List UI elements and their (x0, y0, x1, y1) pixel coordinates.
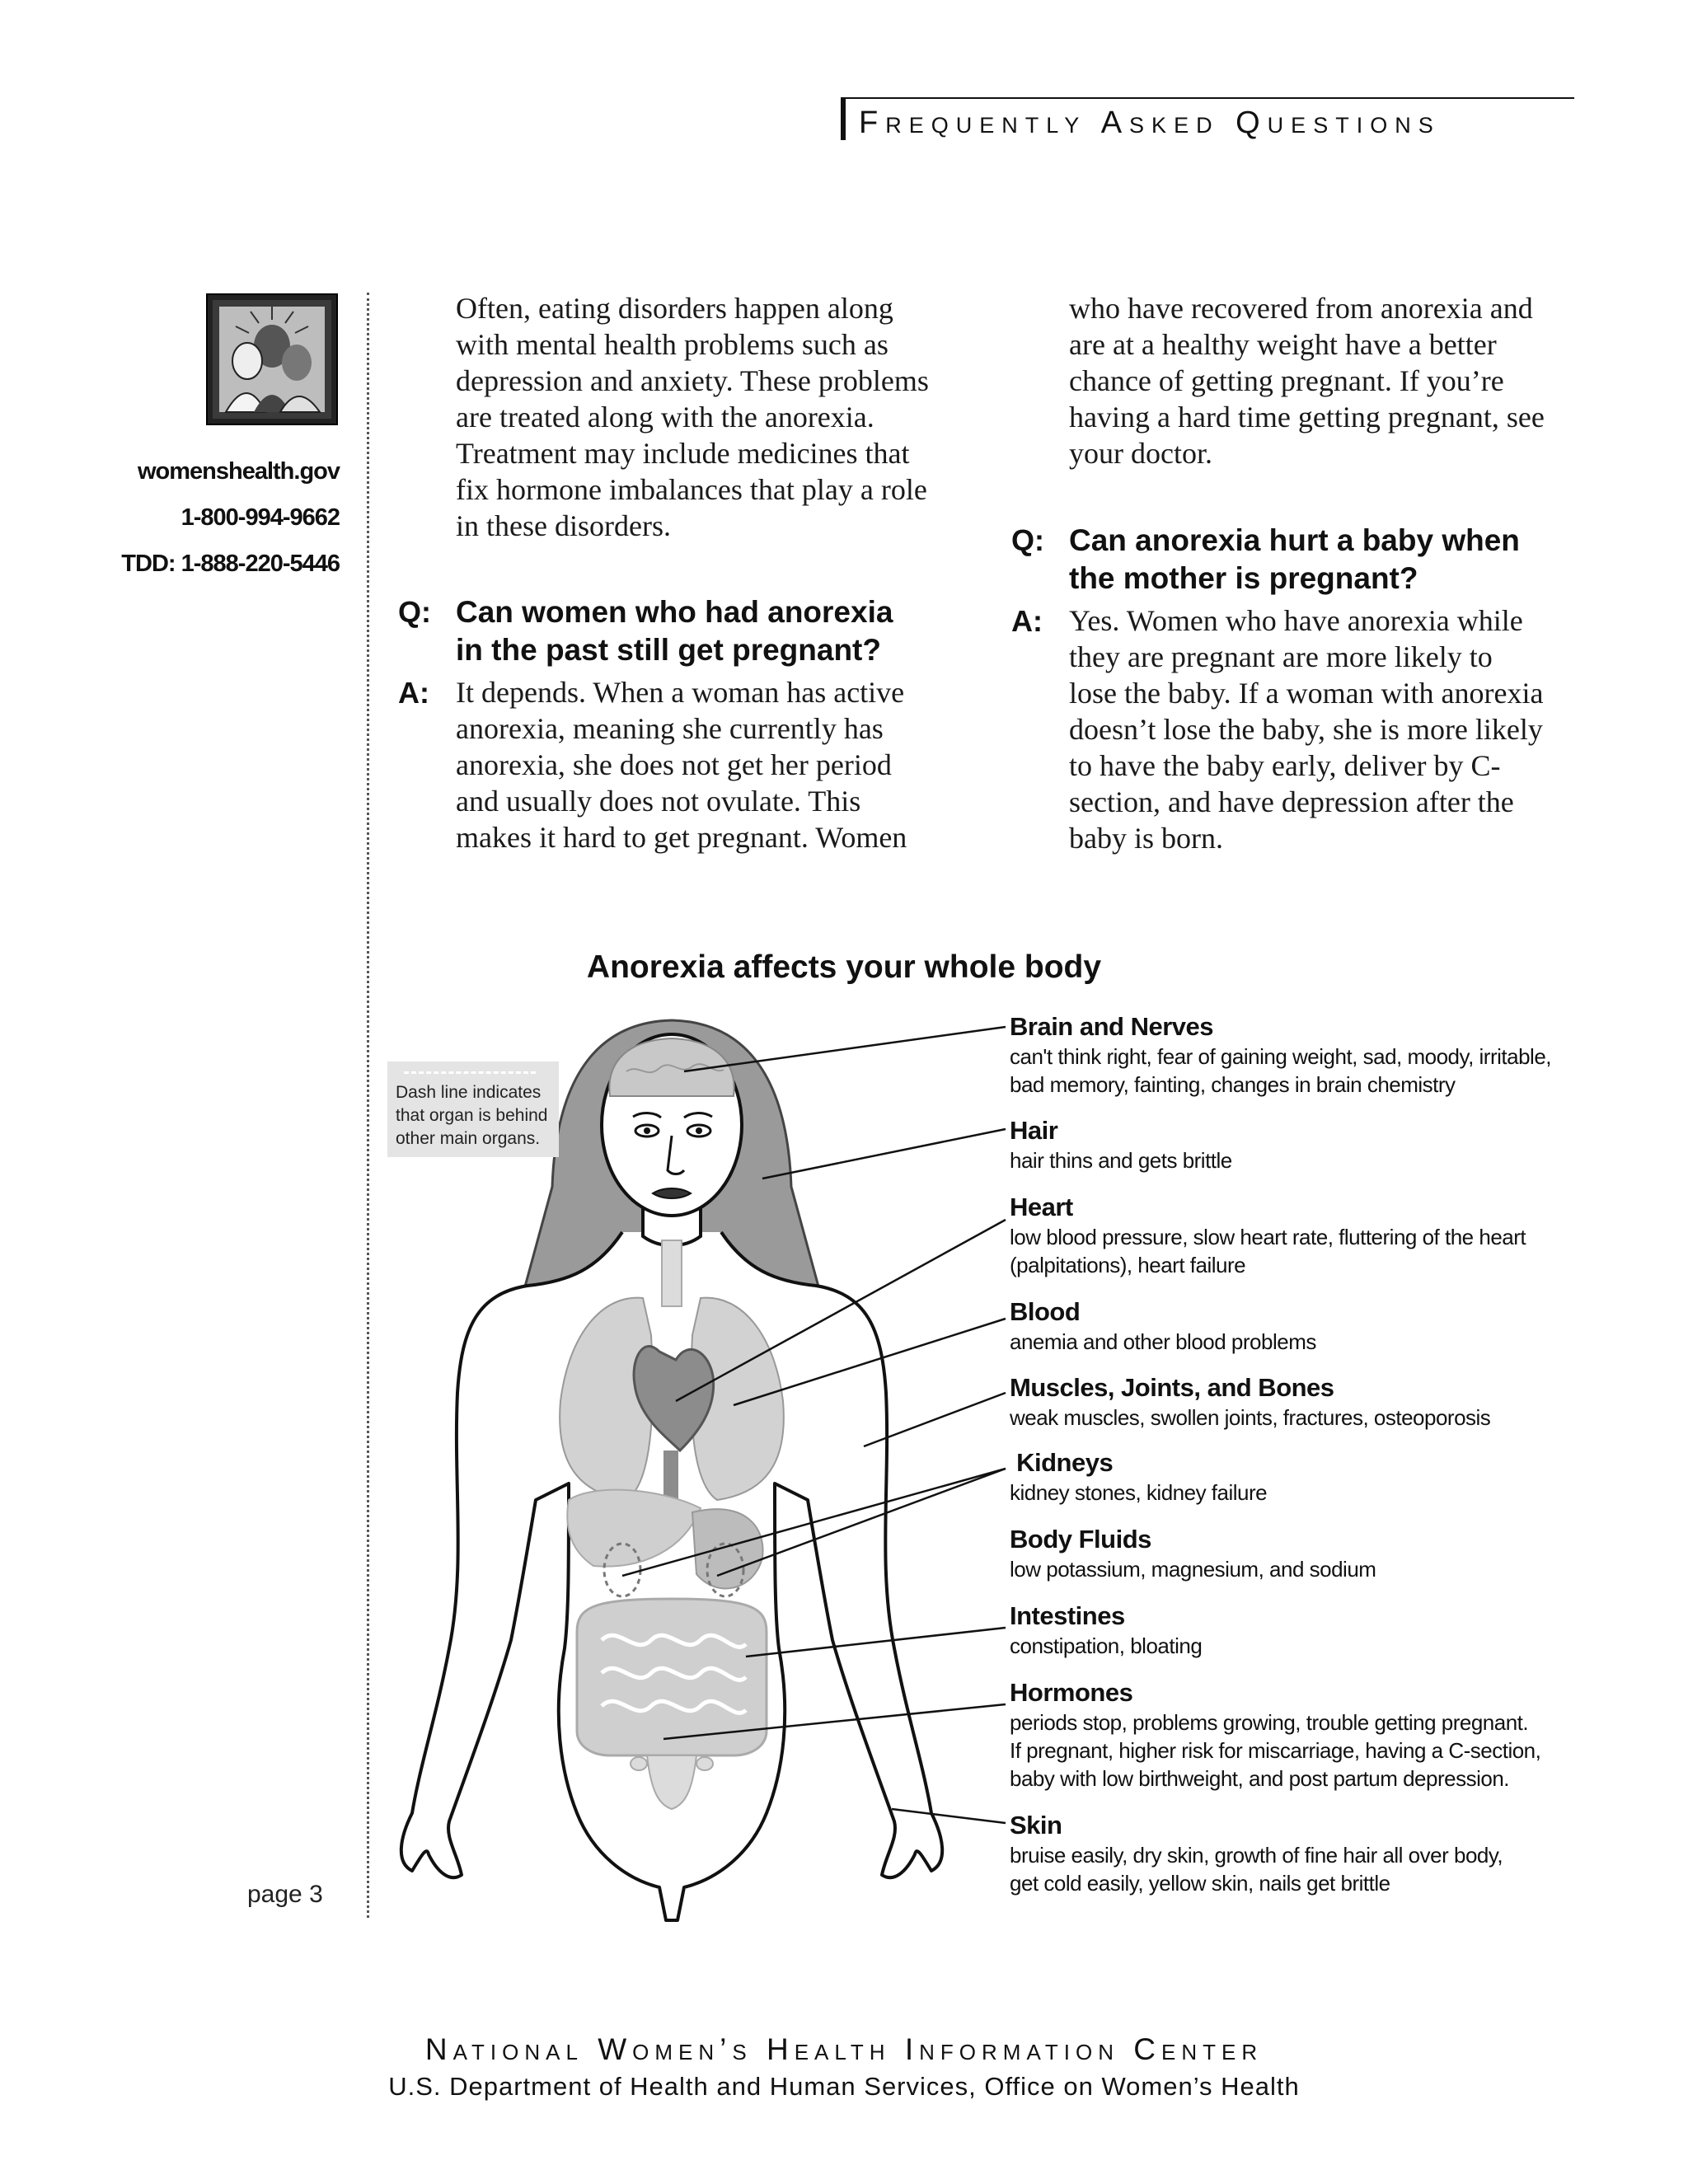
label-intestines (1010, 1601, 1669, 1660)
question-line: in the past still get pregnant? (456, 633, 881, 667)
label-hormones (1010, 1677, 1669, 1793)
leader-hair (762, 1129, 1006, 1179)
label-skin (1010, 1810, 1669, 1897)
website-link[interactable]: womenshealth.gov (137, 458, 340, 485)
phone-number[interactable]: 1-800-994-9662 (181, 504, 340, 531)
text-line: are treated along with the anorexia. (456, 401, 874, 434)
text-line: anorexia, she does not get her period (456, 748, 892, 781)
question-marker: Q: (398, 595, 431, 629)
figure-title: Anorexia affects your whole body (586, 949, 1102, 985)
text-line: to have the baby early, deliver by C- (1069, 749, 1501, 782)
page-header-title: Frequently Asked Questions (859, 105, 1441, 140)
answer-marker: A: (398, 676, 429, 710)
label-blood (1010, 1296, 1669, 1356)
label-brain-nerves (1010, 1011, 1669, 1099)
label-title: Muscles, Joints, and Bones (1010, 1373, 1334, 1402)
label-title: Blood (1010, 1297, 1081, 1326)
answer-marker: A: (1011, 604, 1043, 638)
label-title: Hormones (1010, 1678, 1133, 1707)
text-line: depression and anxiety. These problems (456, 364, 929, 397)
trachea-shape (662, 1240, 682, 1306)
text-line: section, and have depression after the (1069, 785, 1514, 818)
label-description: weak muscles, swollen joints, fractures, osteoporosis (1010, 1405, 1491, 1430)
label-description: can't think right, fear of gaining weight, sad, moody, irritable, bad memory, fainting, changes in brain chemistry (1010, 1044, 1552, 1097)
text-line: lose the baby. If a woman with anorexia (1069, 677, 1544, 710)
label-title: Skin (1010, 1811, 1062, 1840)
tdd-number[interactable]: TDD: 1-888-220-5446 (121, 551, 340, 577)
legend-dash-line (404, 1071, 536, 1074)
text-line: It depends. When a woman has active (456, 676, 905, 709)
text-line: anorexia, meaning she currently has (456, 712, 884, 745)
text-line: makes it hard to get pregnant. Women (456, 821, 907, 854)
question-line: Can women who had anorexia (456, 595, 893, 629)
label-description: low potassium, magnesium, and sodium (1010, 1557, 1376, 1582)
text-line: Treatment may include medicines that (456, 437, 910, 470)
label-description: periods stop, problems growing, trouble getting pregnant. If pregnant, higher risk for miscarriage, having a C-section, baby with low birthweight, and post partum depression. (1010, 1710, 1541, 1791)
label-body-fluids (1010, 1524, 1669, 1583)
legend-text: Dash line indicates that organ is behind other main organs. (396, 1083, 548, 1148)
label-title: Kidneys (1010, 1448, 1114, 1477)
label-title: Intestines (1010, 1601, 1125, 1630)
footer-department: U.S. Department of Health and Human Services, Office on Women’s Health (388, 2072, 1300, 2101)
text-line: having a hard time getting pregnant, see (1069, 401, 1545, 434)
text-line: your doctor. (1069, 437, 1212, 470)
label-description: kidney stones, kidney failure (1010, 1480, 1268, 1505)
text-line: with mental health problems such as (456, 328, 889, 361)
text-line: are at a healthy weight have a better (1069, 328, 1497, 361)
question-line: Can anorexia hurt a baby when (1069, 523, 1520, 557)
label-description: constipation, bloating (1010, 1633, 1203, 1658)
label-muscles-joints-bones (1010, 1372, 1669, 1432)
label-title: Body Fluids (1010, 1525, 1151, 1554)
text-line: fix hormone imbalances that play a role (456, 473, 927, 506)
label-kidneys (1010, 1447, 1669, 1507)
text-line: who have recovered from anorexia and (1069, 292, 1533, 325)
label-hair (1010, 1115, 1669, 1174)
text-line: chance of getting pregnant. If you’re (1069, 364, 1504, 397)
label-heart (1010, 1192, 1669, 1279)
text-line: doesn’t lose the baby, she is more likely (1069, 713, 1543, 746)
text-line: in these disorders. (456, 509, 671, 542)
label-title: Brain and Nerves (1010, 1012, 1213, 1041)
label-description: hair thins and gets brittle (1010, 1148, 1232, 1173)
text-line: Often, eating disorders happen along (456, 292, 893, 325)
label-title: Heart (1010, 1193, 1073, 1221)
page-number: page 3 (247, 1881, 323, 1908)
label-title: Hair (1010, 1116, 1058, 1145)
footer-organization: National Women’s Health Information Center (424, 2032, 1264, 2066)
question-line: the mother is pregnant? (1069, 561, 1418, 595)
text-line: baby is born. (1069, 822, 1223, 855)
body-outline (401, 1232, 942, 1920)
label-description: bruise easily, dry skin, growth of fine hair all over body, get cold easily, yellow skin, nails get brittle (1010, 1843, 1503, 1896)
text-line: they are pregnant are more likely to (1069, 640, 1493, 673)
question-marker: Q: (1011, 523, 1044, 557)
label-description: anemia and other blood problems (1010, 1329, 1316, 1354)
text-line: and usually does not ovulate. This (456, 785, 861, 818)
label-description: low blood pressure, slow heart rate, fluttering of the heart (palpitations), heart failure (1010, 1225, 1526, 1277)
mouth-shape (653, 1188, 691, 1198)
text-line: Yes. Women who have anorexia while (1069, 604, 1523, 637)
